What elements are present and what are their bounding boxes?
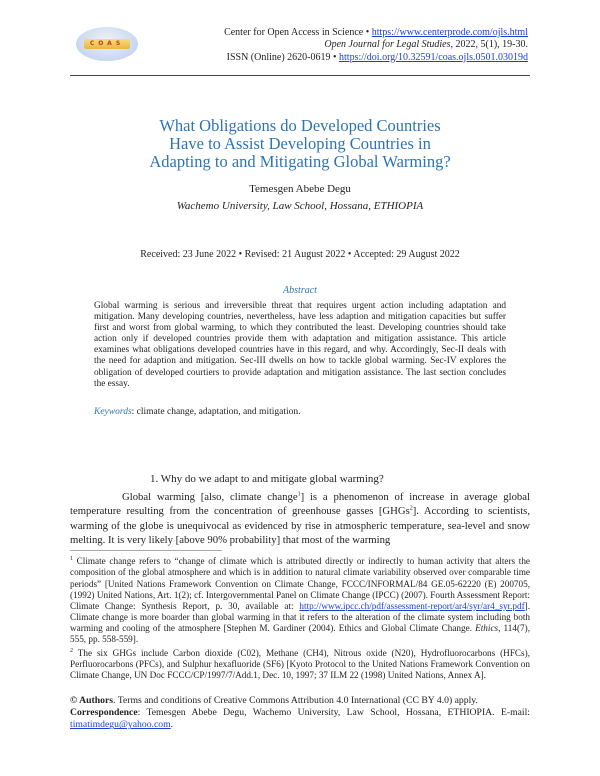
section-heading: 1. Why do we adapt to and mitigate global warming? [150,472,384,485]
abstract-text: Global warming is serious and irreversible threat that requires urgent action including adaptation and mitigation. Many developing countries, nevertheless, have less adaption and mitigation capacities but suffer first and worst from global warming, to which they contributed the least. Developing countries should take action only if developed countries provide them with adaptation and mitigation assistance. This article examines what obligations developed countries have in this regard, and why. Accordingly, Sec-II deals with the need for adaption and mitigation. Sec-III dwells on how to tackle global warming. Sec-IV explores the obligation of developed courtiers to provide adaptation and mitigation assistance. The last section concludes the essay. [94,301,506,389]
logo-text: COAS [84,39,130,49]
footnote-1 [70,556,530,645]
doi-link[interactable]: https://doi.org/10.32591/coas.ojls.0501.03019d [339,51,528,63]
authors-label: © Authors [70,695,114,707]
footnote-ref[interactable]: 1 [297,491,301,498]
footnote-number: 1 [70,556,73,563]
paper-title [60,117,540,171]
license-terms: . Terms and conditions of Creative Commons Attribution 4.0 International (CC BY 4.0) apply. [113,695,478,707]
body-text: Global warming [also, climate change [122,490,298,503]
email-link[interactable]: timatimdegu@yahoo.com [70,719,171,731]
journal-header [224,27,528,64]
body-text: ]. According to scientists, warming of the globe is unequivocal as evidenced by rise in atmospheric temperature, sea-level and snow melting. It is very likely [above 90% probability] that most of the warming [70,505,530,546]
footnote-rule [70,550,222,551]
footnote-2 [70,648,530,681]
citation: , 2022, 5(1), 19-30. [450,39,528,51]
footnote-text: ]. Climate change is more boarder than global warming in that it refers to the alteration of the climate system including both warming and cooling of the atmosphere [Stephen M. Gardiner (2004). Ethics and Global Climate Change. [70,600,530,633]
body-paragraph [70,490,530,548]
title-line: Have to Assist Developing Countries in [169,134,431,153]
dates: Received: 23 June 2022 • Revised: 21 August 2022 • Accepted: 29 August 2022 [140,249,460,260]
page-content [0,117,600,731]
ipcc-link[interactable]: http://www.ipcc.ch/pdf/assessment-report/ar4/syr/ar4_syr.pdf [299,600,525,611]
keywords-text: : climate change, adaptation, and mitigation. [131,406,301,417]
period: . [170,719,174,731]
affiliation: Wachemo University, Law School, Hossana, ETHIOPIA [176,200,424,212]
coas-logo [76,27,138,61]
footnote-text: The six GHGs include Carbon dioxide (C02), Methane (CH4), Nitrous oxide (N20), Hydrofluorocarbons (HFCs), Perfluorocarbons (PFCs), and Sulphur hexafluoride (SF6) [Kyoto Protocol to the United Nations Framework Convention on Climate Change, UN Doc FCCC/CP/1997/7/Add.1, Dec. 10, 1997; 37 ILM 22 (1998) United Nations, Annex A]. [70,648,530,681]
footnote-number: 2 [70,648,73,655]
footnote-ref[interactable]: 2 [409,505,413,512]
publisher-link[interactable]: https://www.centerprode.com/ojls.html [371,27,528,38]
keywords-label: Keywords [94,406,132,417]
body-text: ] is a phenomenon of increase in average global temperature resulting from the concentration of greenhouse gasses [GHGs [70,490,530,518]
title-line: Adapting to and Mitigating Global Warming? [149,152,451,171]
license-block [70,695,530,731]
keywords [94,406,506,418]
footnote-text: , 114(7), 555, pp. 558-559]. [70,622,531,645]
separator: • [363,27,372,38]
correspondence-label: Correspondence [70,707,138,719]
footnote-text: Climate change refers to “change of climate which is attributed directly or indirectly to human activity that alters the composition of the global atmosphere and which is in addition to natural climate variability observed over comparable time periods” [United Nations Framework Convention on Climate Change, FCCC/INFORMAL/84 GE.05-62220 (E) 200705, (1992) United Nations, Art. 1(2); cf. Intergovernmental Panel on Climate Change (IPCC) (2007). Fourth Assessment Report: Climate Change: Synthesis Report, p. 30, available at: [70,556,530,611]
header-rule [70,75,530,76]
issn: ISSN (Online) 2620-0619 [226,51,331,63]
abstract-heading: Abstract [283,285,317,296]
title-line: What Obligations do Developed Countries [159,116,441,135]
author: Temesgen Abebe Degu [249,183,351,195]
separator: • [330,51,340,63]
publisher: Center for Open Access in Science [224,27,364,38]
correspondence-text: : Temesgen Abebe Degu, Wachemo University, Law School, Hossana, ETHIOPIA. E-mail: [137,707,530,719]
journal-name: Open Journal for Legal Studies [324,39,451,51]
journal-title: Ethics [475,622,499,633]
